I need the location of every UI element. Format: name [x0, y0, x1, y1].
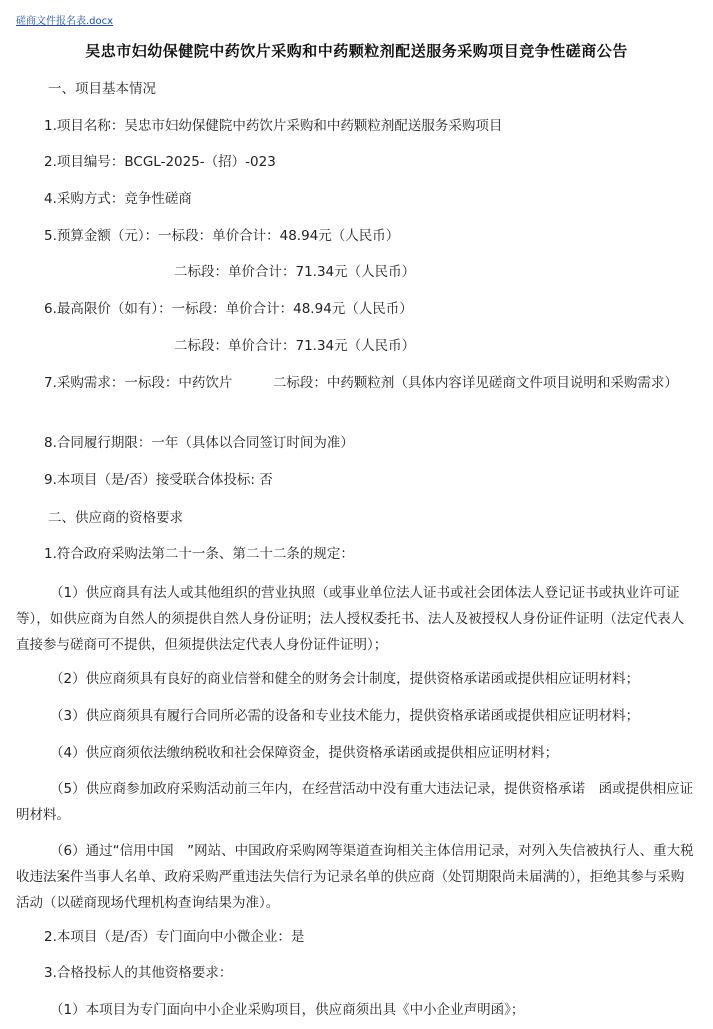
- requirement-1-5: （5）供应商参加政府采购活动前三年内，在经营活动中没有重大违法记录，提供资格承诺 函或提供相应证明材料。: [16, 781, 694, 823]
- requirement-1-3: （3）供应商须具有履行合同所必需的设备和专业技术能力，提供资格承诺函或提供相应证明材料；: [50, 708, 640, 724]
- item-budget-line2: 二标段：单价合计：71.34元（人民币）: [174, 264, 416, 280]
- item-project-name: 1.项目名称：吴忠市妇幼保健院中药饮片采购和中药颗粒剂配送服务采购项目: [44, 118, 503, 134]
- item-budget-line1: 5.预算金额（元）：一标段：单价合计：48.94元（人民币）: [44, 228, 400, 244]
- attachment-link[interactable]: 磋商文件报名表.docx: [16, 16, 114, 27]
- requirement-3-1: （1）本项目为专门面向中小企业采购项目，供应商须出具《中小企业声明函》；: [50, 1002, 525, 1018]
- item-max-price-line1: 6.最高限价（如有）：一标段：单价合计：48.94元（人民币）: [44, 301, 413, 317]
- item-project-number: 2.项目编号：BCGL-2025-（招）-023: [44, 154, 276, 170]
- requirement-1-4: （4）供应商须依法缴纳税收和社会保障资金，提供资格承诺函或提供相应证明材料；: [50, 745, 559, 761]
- section-heading-qualifications: 二、供应商的资格要求: [48, 510, 183, 526]
- item-max-price-line2: 二标段：单价合计：71.34元（人民币）: [174, 338, 416, 354]
- item-procurement-needs: 7.采购需求：一标段：中药饮片 二标段：中药颗粒剂（具体内容详见磋商文件项目说明和采购需求）: [44, 375, 678, 391]
- requirement-1-2: （2）供应商须具有良好的商业信誉和健全的财务会计制度，提供资格承诺函或提供相应证明材料；: [50, 671, 640, 687]
- section-heading-basic-info: 一、项目基本情况: [48, 81, 156, 97]
- page-title: 吴忠市妇幼保健院中药饮片采购和中药颗粒剂配送服务采购项目竞争性磋商公告: [85, 42, 628, 60]
- requirement-1-1: （1）供应商具有法人或其他组织的营业执照（或事业单位法人证书或社会团体法人登记证书或执业许可证等），如供应商为自然人的须提供自然人身份证明；法人授权委托书、法人及被授权人身份证件证明（法定代表人直接参与磋商可不提供，但须提供法定代表人身份证件证明）；: [16, 585, 685, 653]
- requirement-1-6: （6）通过“信用中国 ”网站、中国政府采购网等渠道查询相关主体信用记录，对列入失信被执行人、重大税收违法案件当事人名单、政府采购严重违法失信行为记录名单的供应商（处罚期限尚未届满的），拒绝其参与采购活动（以磋商现场代理机构查询结果为准）。: [16, 843, 694, 911]
- requirement-1: 1.符合政府采购法第二十一条、第二十二条的规定：: [44, 546, 354, 562]
- requirement-3: 3.合格投标人的其他资格要求：: [44, 965, 233, 981]
- item-consortium: 9.本项目（是/否）接受联合体投标: 否: [44, 472, 273, 488]
- item-contract-period: 8.合同履行期限：一年（具体以合同签订时间为准）: [44, 435, 354, 451]
- requirement-2: 2.本项目（是/否）专门面向中小微企业：是: [44, 929, 305, 945]
- item-procurement-method: 4.采购方式：竞争性磋商: [44, 191, 192, 207]
